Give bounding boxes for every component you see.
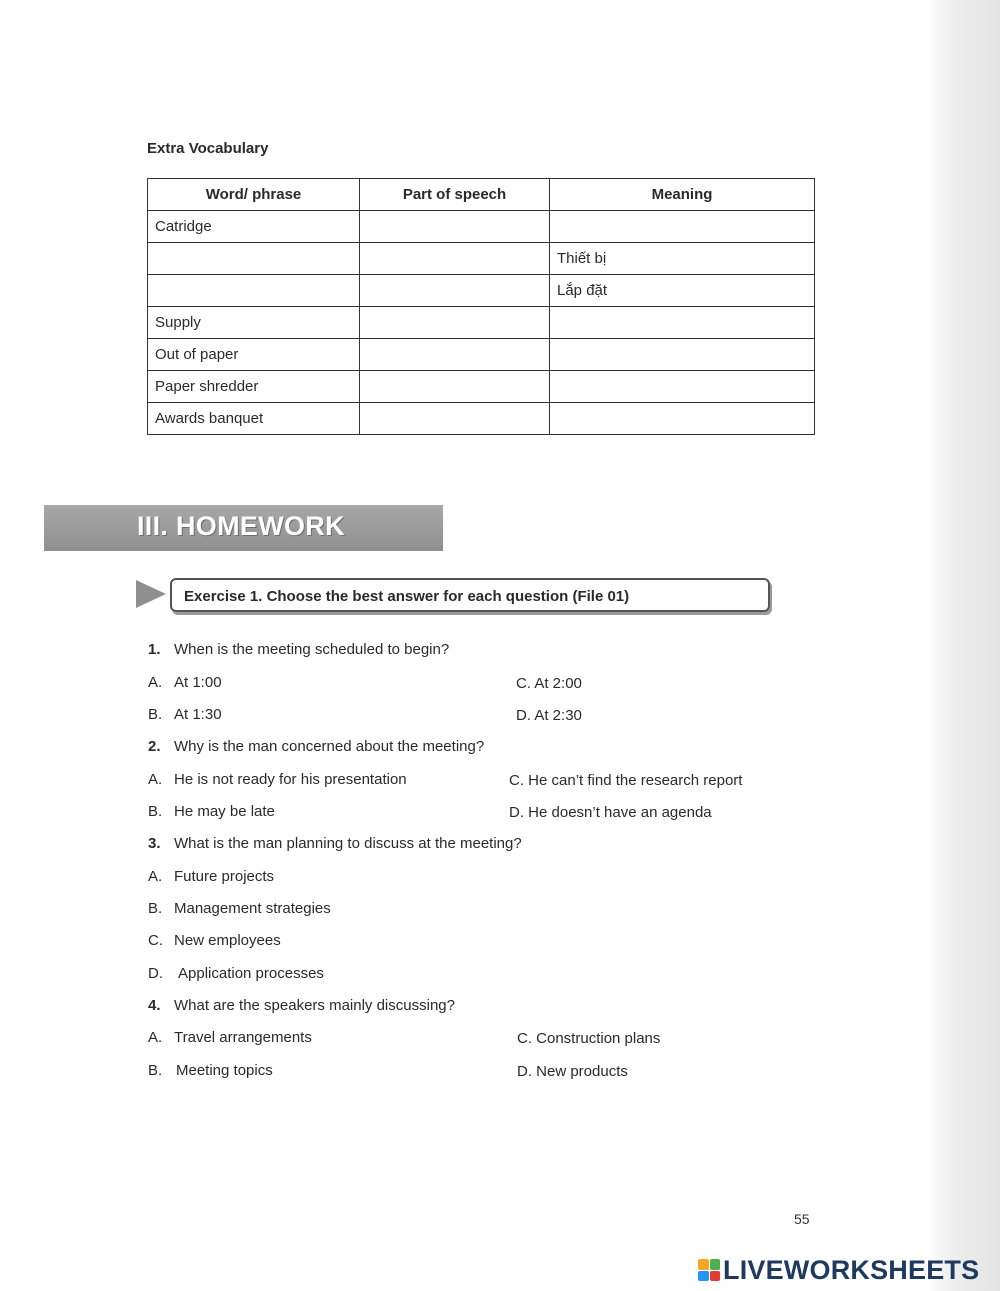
play-arrow-icon	[136, 580, 166, 608]
part-of-speech-cell[interactable]	[360, 403, 550, 435]
table-row	[148, 371, 815, 403]
question-text: What are the speakers mainly discussing?	[174, 997, 455, 1014]
logo-square	[710, 1259, 721, 1270]
part-of-speech-cell[interactable]	[360, 371, 550, 403]
meaning-cell: Thiết bị	[550, 243, 815, 275]
table-row	[148, 275, 815, 307]
option-1d[interactable]	[516, 707, 582, 724]
meaning-cell[interactable]	[550, 403, 815, 435]
word-cell: Awards banquet	[148, 403, 360, 435]
option-text: He is not ready for his presentation	[174, 771, 407, 788]
table-row	[148, 307, 815, 339]
question-number: 2.	[148, 738, 161, 755]
option-text: C. He can’t find the research report	[509, 772, 743, 789]
option-text: At 1:00	[174, 674, 222, 691]
vocabulary-table	[147, 178, 815, 435]
meaning-cell[interactable]	[550, 371, 815, 403]
part-of-speech-cell[interactable]	[360, 275, 550, 307]
question-text: When is the meeting scheduled to begin?	[174, 641, 450, 658]
table-header-cell: Meaning	[550, 179, 815, 211]
word-cell: Paper shredder	[148, 371, 360, 403]
option-text: D. New products	[517, 1063, 628, 1080]
option-2a[interactable]	[148, 771, 407, 788]
meaning-cell[interactable]	[550, 211, 815, 243]
option-label: B.	[148, 706, 163, 723]
word-cell: Out of paper	[148, 339, 360, 371]
meaning-cell: Lắp đặt	[550, 275, 815, 307]
page-edge-shadow	[932, 0, 1000, 1291]
word-cell[interactable]	[148, 275, 360, 307]
option-4d[interactable]	[517, 1063, 628, 1080]
exercise-title: Exercise 1. Choose the best answer for each question (File 01)	[184, 588, 630, 605]
question-2	[148, 738, 484, 755]
homework-title: III. HOMEWORK	[137, 511, 345, 541]
option-text: He may be late	[174, 803, 275, 820]
option-text: Meeting topics	[176, 1062, 273, 1079]
option-2d[interactable]	[509, 804, 712, 821]
option-label: B.	[148, 1062, 163, 1079]
logo-square	[698, 1259, 709, 1270]
option-text: Management strategies	[174, 900, 331, 917]
question-number: 1.	[148, 641, 161, 658]
option-label: A.	[148, 868, 163, 885]
option-text: C. At 2:00	[516, 675, 582, 692]
page-number: 55	[794, 1211, 810, 1227]
brand-name: LIVEWORKSHEETS	[723, 1254, 980, 1285]
option-4a[interactable]	[148, 1029, 312, 1046]
option-1b[interactable]	[148, 706, 222, 723]
part-of-speech-cell[interactable]	[360, 211, 550, 243]
option-3a[interactable]	[148, 868, 274, 885]
question-4	[148, 997, 455, 1014]
liveworksheets-logo-icon	[698, 1259, 720, 1281]
question-number: 3.	[148, 835, 161, 852]
option-label: C.	[148, 932, 163, 949]
part-of-speech-cell[interactable]	[360, 243, 550, 275]
word-cell: Catridge	[148, 211, 360, 243]
question-text: What is the man planning to discuss at the meeting?	[174, 835, 522, 852]
part-of-speech-cell[interactable]	[360, 339, 550, 371]
question-1	[148, 641, 449, 658]
meaning-cell[interactable]	[550, 307, 815, 339]
table-row	[148, 339, 815, 371]
option-text: Travel arrangements	[174, 1029, 312, 1046]
option-2c[interactable]	[509, 772, 742, 789]
option-3d[interactable]	[148, 965, 324, 982]
question-3	[148, 835, 522, 852]
option-4b[interactable]	[148, 1062, 273, 1079]
option-text: Future projects	[174, 868, 275, 885]
option-label: D.	[148, 965, 163, 982]
table-header-row	[148, 179, 815, 211]
option-text: D. He doesn’t have an agenda	[509, 804, 712, 821]
option-text: Application processes	[178, 965, 324, 982]
question-number: 4.	[148, 997, 161, 1014]
option-1a[interactable]	[148, 674, 222, 691]
table-header-cell: Word/ phrase	[148, 179, 360, 211]
part-of-speech-cell[interactable]	[360, 307, 550, 339]
word-cell: Supply	[148, 307, 360, 339]
option-text: At 1:30	[174, 706, 222, 723]
liveworksheets-watermark[interactable]	[698, 1254, 979, 1286]
option-text: C. Construction plans	[517, 1030, 661, 1047]
option-label: A.	[148, 1029, 163, 1046]
logo-square	[710, 1271, 721, 1282]
option-1c[interactable]	[516, 675, 582, 692]
word-cell[interactable]	[148, 243, 360, 275]
meaning-cell[interactable]	[550, 339, 815, 371]
table-row	[148, 211, 815, 243]
option-label: B.	[148, 900, 163, 917]
option-label: B.	[148, 803, 163, 820]
option-label: A.	[148, 674, 163, 691]
table-row	[148, 243, 815, 275]
question-text: Why is the man concerned about the meeting?	[174, 738, 485, 755]
section-heading: Extra Vocabulary	[147, 140, 269, 157]
option-label: A.	[148, 771, 163, 788]
option-text: D. At 2:30	[516, 707, 582, 724]
table-header-cell: Part of speech	[360, 179, 550, 211]
option-2b[interactable]	[148, 803, 275, 820]
option-4c[interactable]	[517, 1030, 660, 1047]
table-row	[148, 403, 815, 435]
logo-square	[698, 1271, 709, 1282]
option-3b[interactable]	[148, 900, 331, 917]
option-3c[interactable]	[148, 932, 281, 949]
option-text: New employees	[174, 932, 281, 949]
